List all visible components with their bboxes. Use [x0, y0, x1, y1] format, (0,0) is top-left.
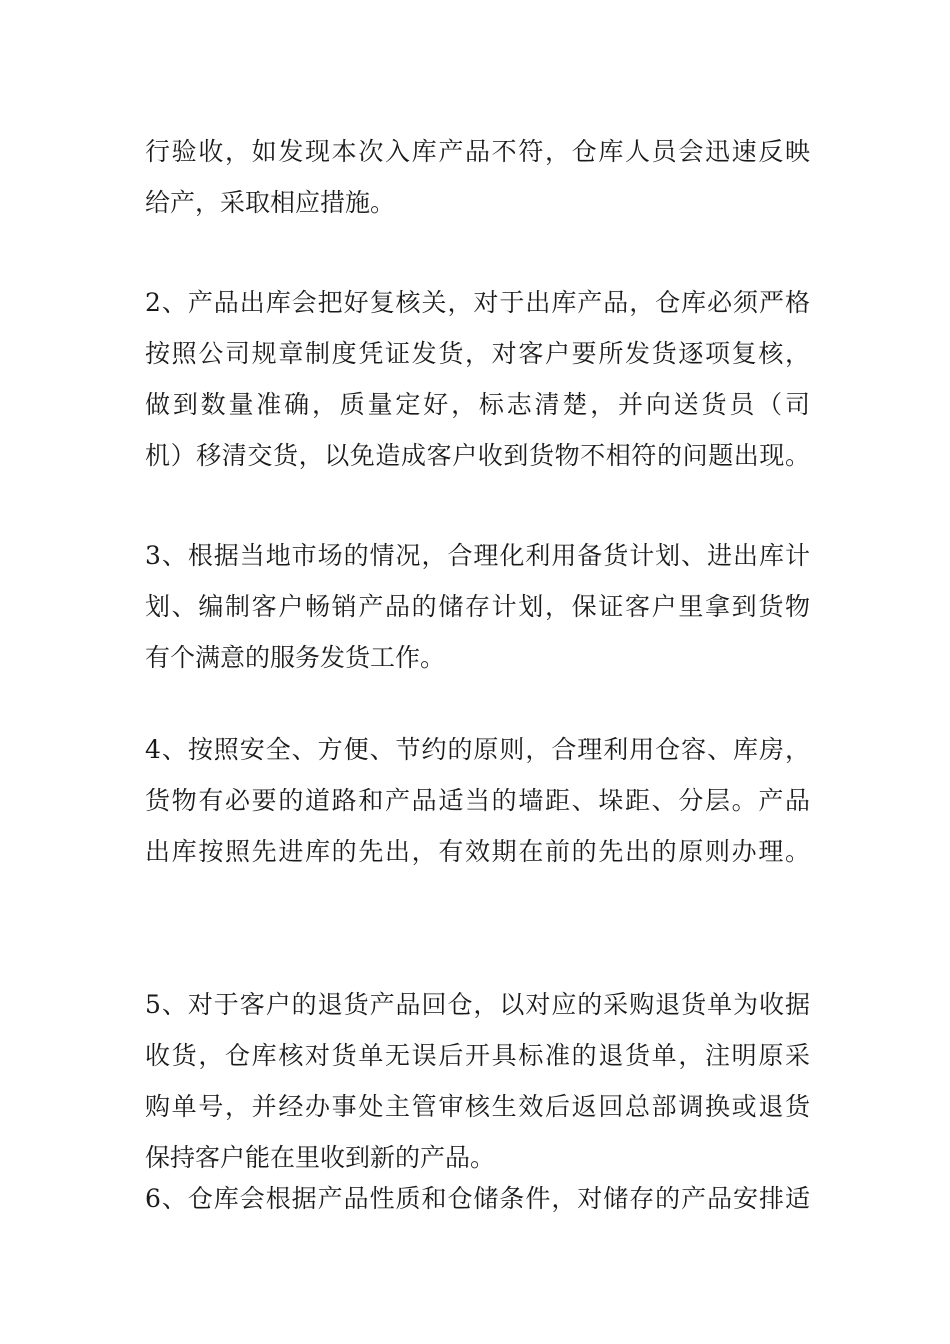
text-line: 6、仓库会根据产品性质和仓储条件，对储存的产品安排适: [145, 1184, 810, 1213]
paragraph-item-3: [145, 530, 810, 683]
text-line: 2、产品出库会把好复核关，对于出库产品，仓库必须严格: [145, 288, 810, 317]
text-line: 3、根据当地市场的情况，合理化利用备货计划、进出库计: [145, 541, 810, 570]
text-line: 给产，采取相应措施。: [145, 188, 396, 217]
paragraph-item-6: [145, 1173, 810, 1224]
text-line: 做到数量准确，质量定好，标志清楚，并向送货员（司: [145, 390, 810, 419]
text-line: 机）移清交货，以免造成客户收到货物不相符的问题出现。: [145, 441, 810, 470]
text-line: 购单号，并经办事处主管审核生效后返回总部调换或退货: [145, 1092, 810, 1121]
paragraph-item-4: [145, 724, 810, 877]
paragraph-item-2: [145, 277, 810, 481]
text-line: 行验收，如发现本次入库产品不符，仓库人员会迅速反映: [145, 137, 810, 166]
text-line: 4、按照安全、方便、节约的原则，合理利用仓容、库房，: [145, 735, 810, 764]
paragraph-item-5: [145, 979, 810, 1183]
text-line: 保持客户能在里收到新的产品。: [145, 1143, 496, 1172]
text-line: 有个满意的服务发货工作。: [145, 643, 446, 672]
text-line: 划、编制客户畅销产品的储存计划，保证客户里拿到货物: [145, 592, 810, 621]
paragraph-continuation: [145, 126, 810, 228]
text-line: 收货，仓库核对货单无误后开具标准的退货单，注明原采: [145, 1041, 810, 1070]
text-line: 按照公司规章制度凭证发货，对客户要所发货逐项复核，: [145, 339, 810, 368]
text-line: 货物有必要的道路和产品适当的墙距、垛距、分层。产品: [145, 786, 810, 815]
text-line: 出库按照先进库的先出，有效期在前的先出的原则办理。: [145, 837, 810, 866]
text-line: 5、对于客户的退货产品回仓，以对应的采购退货单为收据: [145, 990, 810, 1019]
